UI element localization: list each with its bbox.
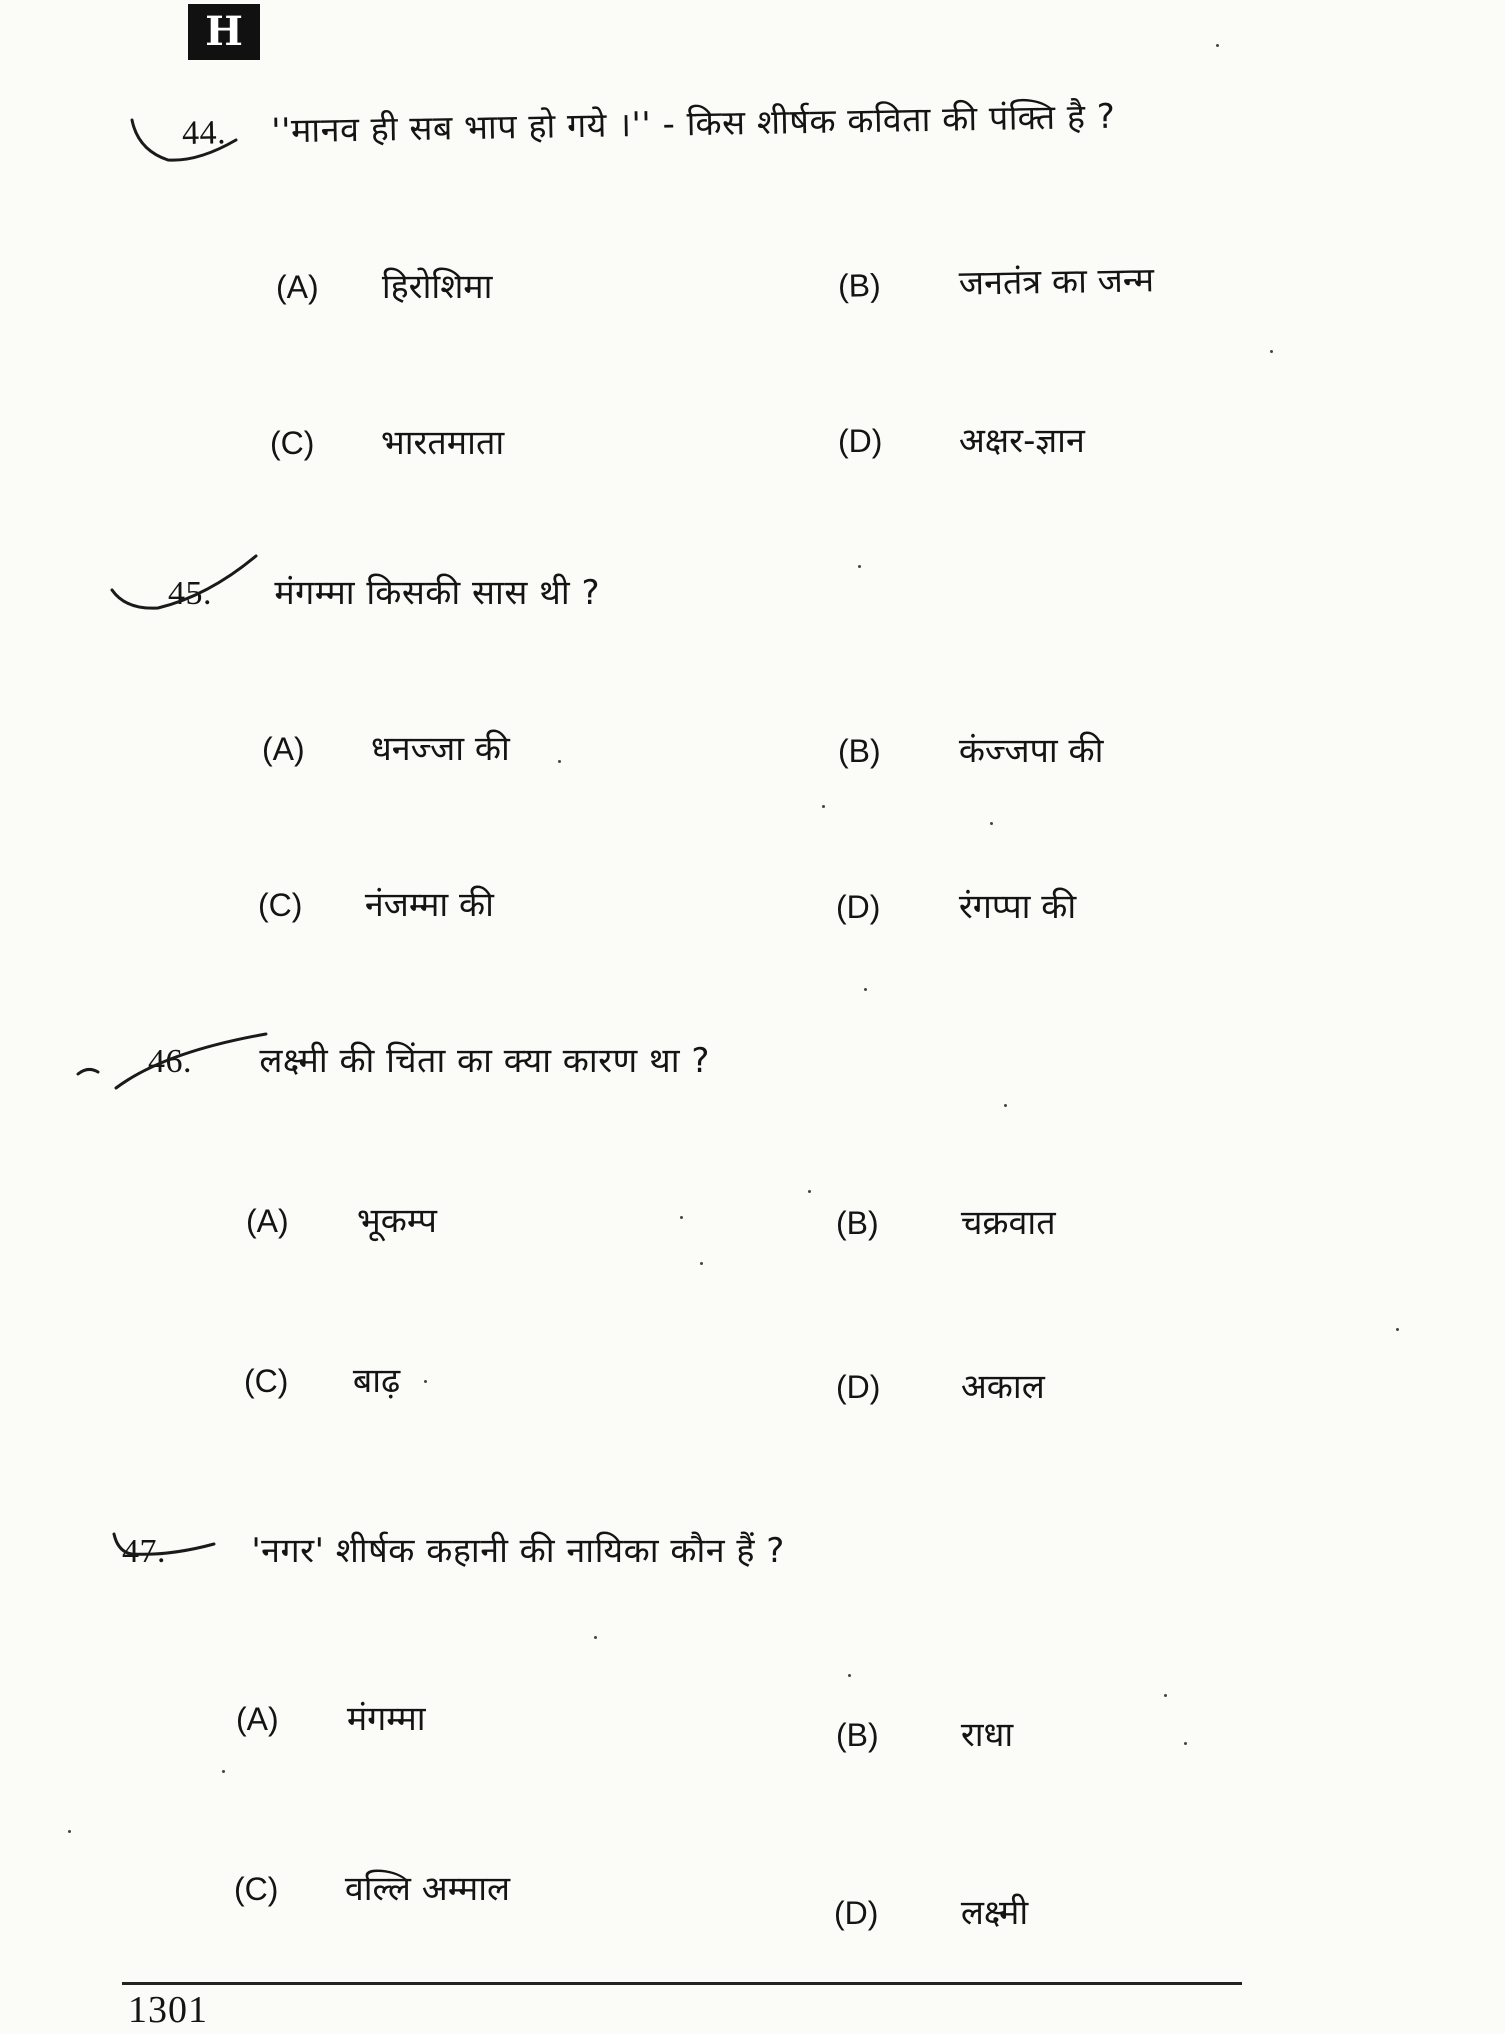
option-text: चक्रवात — [960, 1203, 1056, 1243]
option-45-d — [836, 882, 1076, 928]
option-text: मंगम्मा — [346, 1699, 426, 1739]
option-text: भूकम्प — [356, 1201, 437, 1241]
option-letter: (C) — [258, 887, 303, 923]
option-47-a — [236, 1694, 426, 1740]
option-text: रंगप्पा की — [958, 887, 1077, 927]
option-44-a — [276, 262, 492, 308]
option-text: वल्लि अम्माल — [344, 1869, 511, 1909]
option-text: भारतमाता — [380, 423, 505, 463]
option-letter: (A) — [262, 731, 305, 767]
option-46-d — [836, 1362, 1045, 1408]
option-text: जनतंत्र का जन्म — [958, 260, 1155, 304]
question-text: लक्ष्मी की चिंता का क्या कारण था ? — [259, 1041, 710, 1081]
option-text: अक्षर-ज्ञान — [958, 421, 1085, 461]
series-badge: H — [188, 4, 260, 60]
question-45 — [168, 568, 600, 614]
option-47-d — [834, 1888, 1028, 1934]
option-letter: (C) — [234, 1871, 279, 1907]
option-44-c — [270, 418, 504, 464]
option-letter: (A) — [246, 1203, 289, 1239]
option-letter: (A) — [236, 1701, 279, 1737]
question-47 — [122, 1526, 785, 1572]
option-letter: (D) — [838, 423, 883, 459]
question-number: 44. — [181, 114, 227, 152]
question-text: मंगम्मा किसकी सास थी ? — [274, 573, 600, 613]
option-45-b — [838, 726, 1103, 772]
option-letter: (C) — [244, 1363, 289, 1399]
option-text: धनज्जा की — [370, 729, 510, 769]
option-46-b — [836, 1198, 1056, 1244]
question-text: ''मानव ही सब भाप हो गये ।'' - किस शीर्षक कविता की पंक्ति है ? — [270, 96, 1116, 152]
option-letter: (B) — [836, 1717, 879, 1753]
option-letter: (D) — [836, 1369, 881, 1405]
option-text: राधा — [960, 1715, 1014, 1755]
option-47-c — [234, 1864, 510, 1910]
option-letter: (B) — [838, 733, 881, 769]
option-letter: (B) — [837, 267, 882, 304]
option-letter: (D) — [834, 1895, 879, 1931]
option-text: हिरोशिमा — [381, 267, 493, 307]
option-letter: (C) — [270, 425, 315, 461]
option-45-c — [258, 880, 494, 926]
option-44-b — [838, 255, 1155, 307]
option-text: नंजम्मा की — [364, 885, 494, 925]
question-number: 46. — [148, 1043, 192, 1080]
option-text: बाढ़ — [352, 1361, 401, 1401]
option-letter: (A) — [276, 269, 319, 305]
option-44-d — [838, 416, 1085, 462]
question-number: 45. — [168, 575, 212, 612]
option-46-c — [244, 1356, 400, 1402]
option-46-a — [246, 1196, 437, 1242]
footer-rule — [122, 1982, 1242, 1985]
option-text: अकाल — [960, 1367, 1045, 1407]
option-text: लक्ष्मी — [960, 1893, 1029, 1933]
page-code: 1301 — [128, 1989, 208, 2031]
option-letter: (D) — [836, 889, 881, 925]
question-44 — [182, 92, 1116, 154]
option-45-a — [262, 724, 510, 770]
question-46 — [148, 1036, 710, 1082]
question-number: 47. — [122, 1533, 166, 1570]
option-text: कंज्जपा की — [958, 731, 1104, 771]
question-text: 'नगर' शीर्षक कहानी की नायिका कौन हैं ? — [251, 1531, 785, 1571]
option-47-b — [836, 1710, 1013, 1756]
option-letter: (B) — [836, 1205, 879, 1241]
